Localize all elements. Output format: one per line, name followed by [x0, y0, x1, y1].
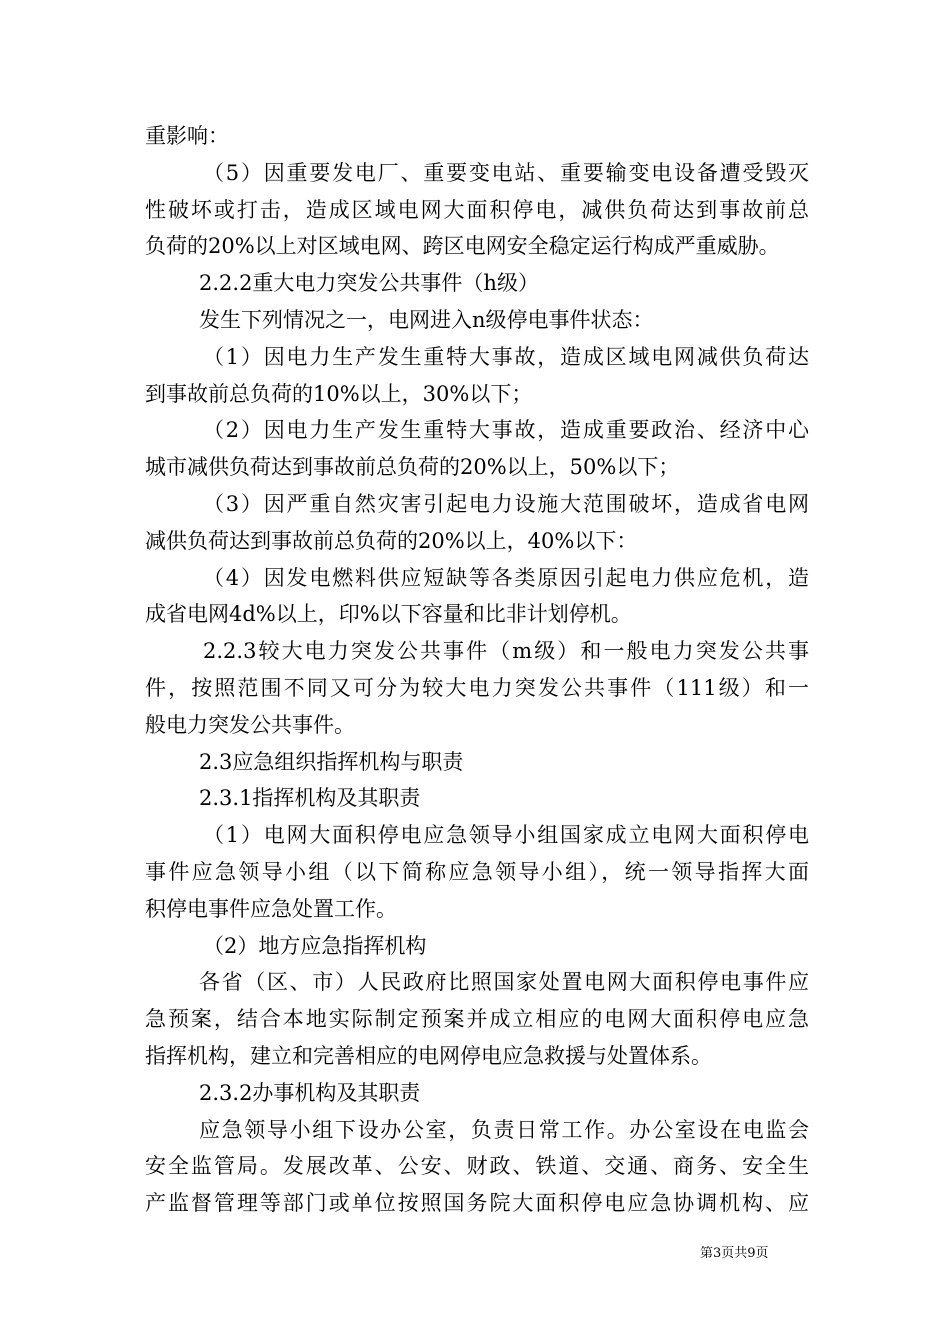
text-line: 件，按照范围不同又可分为较大电力突发公共事件（111级）和一 [145, 675, 809, 700]
text-line: 指挥机构，建立和完善相应的电网停电应急救援与处置体系。 [145, 1043, 712, 1068]
text-line: 般电力突发公共事件。 [145, 712, 355, 737]
page-number: 第3页共9页 [700, 1246, 769, 1261]
text-line: 城市减供负荷达到事故前总负荷的20%以上，50%以下； [145, 455, 680, 480]
text-line: 成省电网4d%以上，印%以下容量和比非计划停机。 [145, 602, 632, 627]
text-line: 性破坏或打击，造成区域电网大面积停电，减供负荷达到事故前总 [145, 197, 809, 222]
text-line: 积停电事件应急处置工作。 [145, 896, 397, 921]
text-line: 安全监管局。发展改革、公安、财政、铁道、交通、商务、安全生 [145, 1154, 809, 1179]
text-line: 2.3.1指挥机构及其职责 [199, 786, 421, 811]
text-line: 发生下列情况之一，电网进入n级停电事件状态： [199, 307, 654, 332]
text-line: 减供负荷达到事故前总负荷的20%以上，40%以下： [145, 528, 638, 553]
text-line: （3）因严重自然灾害引起电力设施大范围破坏，造成省电网 [203, 491, 809, 516]
text-line: 2.2.2重大电力突发公共事件（h级） [199, 271, 539, 296]
text-line: 应急领导小组下设办公室，负责日常工作。办公室设在电监会 [199, 1117, 809, 1142]
text-line: （2）因电力生产发生重特大事故，造成重要政治、经济中心 [203, 418, 809, 443]
text-line: （2）地方应急指挥机构 [203, 933, 427, 958]
text-line: （4）因发电燃料供应短缺等各类原因引起电力供应危机，造 [203, 565, 809, 590]
text-line: 负荷的20%以上对区域电网、跨区电网安全稳定运行构成严重威胁。 [145, 234, 780, 259]
text-line: （5）因重要发电厂、重要变电站、重要输变电设备遭受毁灭 [203, 160, 809, 185]
text-line: 2.2.3较大电力突发公共事件（m级）和一般电力突发公共事 [203, 639, 809, 664]
text-line: 重影响： [145, 124, 229, 148]
text-line: 产监督管理等部门或单位按照国务院大面积停电应急协调机构、应 [145, 1191, 809, 1216]
text-line: 事件应急领导小组（以下简称应急领导小组），统一领导指挥大面 [145, 859, 809, 884]
text-line: （1）电网大面积停电应急领导小组国家成立电网大面积停电 [203, 823, 809, 848]
text-line: （1）因电力生产发生重特大事故，造成区域电网减供负荷达 [203, 344, 809, 369]
text-line: 2.3应急组织指挥机构与职责 [199, 749, 464, 774]
text-line: 各省（区、市）人民政府比照国家处置电网大面积停电事件应 [199, 970, 809, 995]
text-line: 急预案，结合本地实际制定预案并成立相应的电网大面积停电应急 [145, 1007, 809, 1032]
text-line: 2.3.2办事机构及其职责 [199, 1080, 421, 1105]
body-text [145, 118, 809, 1222]
text-line: 到事故前总负荷的10%以上，30%以下； [145, 381, 533, 406]
